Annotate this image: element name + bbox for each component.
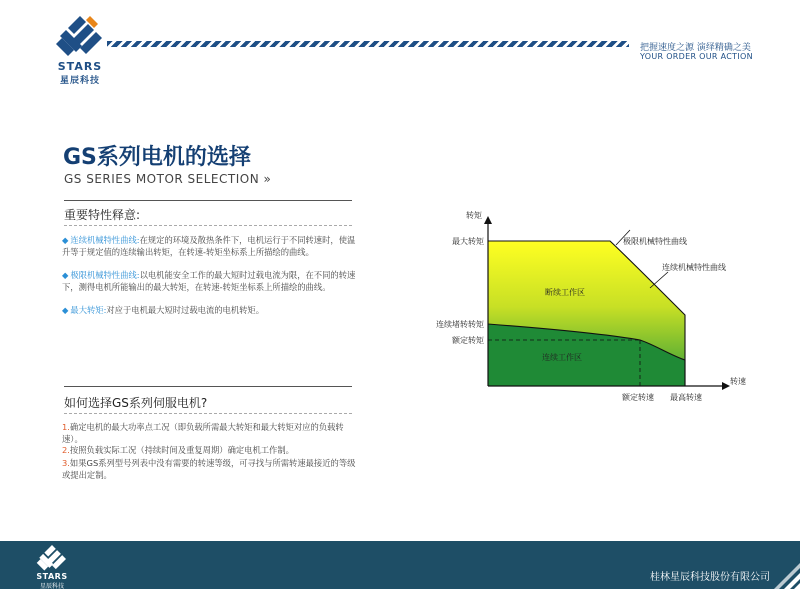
double-chevron-icon: » xyxy=(263,172,272,186)
company-name: 桂林星辰科技股份有限公司 xyxy=(650,572,770,583)
bullet-icon: ◆ xyxy=(62,305,69,315)
bullet-icon: ◆ xyxy=(62,270,69,280)
section-heading-selection: 如何选择GS系列伺服电机? xyxy=(64,396,208,410)
limit-curve-label: 极限机械特性曲线 xyxy=(623,237,687,246)
footer-logo-text: STARS xyxy=(36,572,68,581)
intermittent-zone-label: 断续工作区 xyxy=(545,288,585,297)
page-subtitle xyxy=(64,172,271,186)
section-heading-features: 重要特性释意: xyxy=(64,208,141,222)
section-rule xyxy=(64,200,352,201)
logo-text: STARS xyxy=(57,60,103,73)
max-torque-label: 最大转矩 xyxy=(452,237,484,246)
cont-curve-label: 连续机械特性曲线 xyxy=(662,263,726,272)
y-axis-label: 转矩 xyxy=(466,211,482,220)
feature-item: ◆ 最大转矩:对应于电机最大短时过载电流的电机转矩。 xyxy=(62,305,265,315)
slogan-en: YOUR ORDER OUR ACTION xyxy=(640,52,753,61)
page-subtitle-text: GS SERIES MOTOR SELECTION xyxy=(64,172,260,186)
rated-speed-label: 额定转速 xyxy=(622,393,654,402)
corner-stripes-icon xyxy=(760,541,800,589)
feature-item: ◆ 连续机械特性曲线:在规定的环境及散热条件下，电机运行于不同转速时，使温升等于规定值的连续输出转矩，在转速-转矩坐标系上所描绘的曲线。 xyxy=(62,235,356,257)
rated-torque-label: 额定转矩 xyxy=(452,336,484,345)
continuous-zone-label: 连续工作区 xyxy=(542,353,582,362)
step-item: 1.确定电机的最大功率点工况（即负载所需最大转矩和最大转矩对应的负载转速）。 xyxy=(62,422,344,444)
torque-speed-chart xyxy=(420,200,760,420)
footer-logo-cn: 星辰科技 xyxy=(39,583,64,590)
step-item: 3.如果GS系列型号列表中没有需要的转速等级，可寻找与所需转速最接近的等级或提出定制。 xyxy=(62,458,356,480)
header-dash-bar xyxy=(107,41,629,47)
section-rule xyxy=(64,386,352,387)
page-title: GS系列电机的选择 xyxy=(63,145,251,170)
slogan-cn: 把握速度之源 演绎精确之美 xyxy=(640,43,751,53)
section-rule xyxy=(64,413,352,414)
cont-stall-torque-label: 连续堵转转矩 xyxy=(436,320,484,329)
logo-cn: 星辰科技 xyxy=(59,76,100,86)
feature-item: ◆ 极限机械特性曲线:以电机能安全工作的最大短时过载电流为限，在不同的转速下，测得电机所能输出的最大转矩，在转速-转矩坐标系上所描绘的曲线。 xyxy=(62,270,356,292)
max-speed-label: 最高转速 xyxy=(670,393,702,402)
x-axis-label: 转速 xyxy=(730,377,746,386)
leader-line xyxy=(650,272,668,288)
step-item: 2.按照负载实际工况（持续时间及重复周期）确定电机工作制。 xyxy=(62,445,294,455)
section-rule xyxy=(64,225,352,226)
bullet-icon: ◆ xyxy=(62,235,69,245)
